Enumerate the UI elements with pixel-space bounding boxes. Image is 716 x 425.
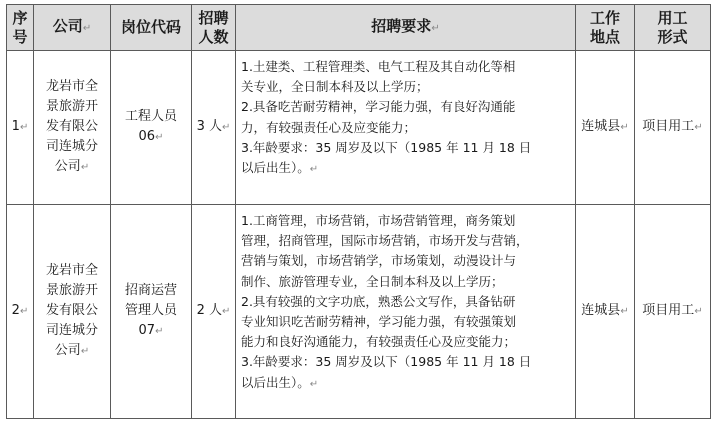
- requirement-line: 关专业，全日制本科及以上学历；: [241, 79, 429, 95]
- header-employment: [635, 5, 711, 51]
- position-line: [111, 127, 191, 148]
- row-location: 连城县: [581, 119, 621, 134]
- paragraph-mark-icon: ↵: [222, 306, 231, 317]
- requirement-line: [241, 158, 569, 180]
- row-location: 连城县: [581, 303, 621, 318]
- position-line: 工程人员: [124, 109, 177, 124]
- cell-index: [7, 205, 34, 419]
- header-location: [576, 5, 635, 51]
- requirement-line: 营销与策划，市场营销学，市场策划，动漫设计与: [241, 253, 517, 269]
- cell-location: [576, 205, 635, 419]
- cell-requirements: [236, 205, 576, 419]
- requirement-line: 制作、旅游管理专业，全日制本科及以上学历；: [241, 273, 504, 289]
- header-location-line: 地点: [589, 27, 620, 46]
- requirement-line: 3.年龄要求：35 周岁及以下（1985 年 11 月 18 日: [241, 139, 532, 155]
- requirement-line: 1.土建类、工程管理类、电气工程及其自动化等相: [241, 59, 516, 74]
- header-requirements: [236, 5, 576, 51]
- header-position: [111, 5, 192, 51]
- paragraph-mark-icon: ↵: [80, 162, 90, 173]
- paragraph-mark-icon: ↵: [620, 122, 629, 133]
- header-requirements-label: 招聘要求: [371, 17, 432, 35]
- cell-count: [192, 205, 236, 419]
- company-line: 景旅游开: [45, 283, 98, 298]
- header-index-line: 号: [12, 27, 28, 46]
- position-line: 管理人员: [124, 303, 177, 318]
- row-count: 2 人: [196, 303, 222, 318]
- company-line: 发有限公: [45, 119, 98, 134]
- requirement-line: 3.年龄要求：35 周岁及以下（1985 年 11 月 18 日: [241, 354, 532, 370]
- row-index: 2: [11, 303, 20, 318]
- paragraph-mark-icon: ↵: [82, 23, 92, 34]
- table-row: [7, 51, 711, 205]
- cell-employment: [635, 51, 711, 205]
- company-line: 司连城分: [45, 139, 98, 154]
- company-line-text: 公司: [54, 343, 81, 358]
- paragraph-mark-icon: ↵: [155, 132, 164, 143]
- header-employment-line: 形式: [657, 27, 688, 46]
- position-line: [111, 321, 191, 342]
- requirement-line: 专业知识吃苦耐劳精神，学习能力强，有较强策划: [241, 314, 517, 330]
- recruitment-table: [6, 4, 711, 419]
- requirement-line: 2.具有较强的文字功底，熟悉公文写作，具备钻研: [241, 293, 516, 309]
- cell-location: [576, 51, 635, 205]
- paragraph-mark-icon: ↵: [19, 306, 29, 317]
- cell-position: [111, 51, 192, 205]
- company-line: [38, 341, 106, 362]
- requirement-line: 管理，招商管理，国际市场营销，市场开发与营销，: [241, 233, 529, 249]
- company-line: 司连城分: [45, 323, 98, 338]
- requirement-line: 1.工商管理，市场营销，市场营销管理，商务策划: [241, 213, 516, 228]
- header-index-line: 序: [12, 8, 28, 27]
- requirement-line: 能力和良好沟通能力，有较强责任心及应变能力；: [241, 334, 517, 350]
- header-count: [192, 5, 236, 51]
- header-employment-line: 用工: [657, 8, 688, 27]
- company-line: 发有限公: [45, 303, 98, 318]
- company-line: 龙岩市全: [45, 79, 98, 94]
- position-line: 招商运营: [124, 283, 177, 298]
- row-count: 3 人: [196, 119, 222, 134]
- header-position-label: 岗位代码: [120, 18, 181, 36]
- company-line: 龙岩市全: [45, 263, 98, 278]
- cell-requirements: [236, 51, 576, 205]
- paragraph-mark-icon: ↵: [620, 306, 629, 317]
- header-count-line: 人数: [198, 27, 229, 46]
- requirement-line: [241, 373, 569, 395]
- cell-company: [34, 205, 111, 419]
- paragraph-mark-icon: ↵: [80, 346, 90, 357]
- paragraph-mark-icon: ↵: [309, 164, 319, 176]
- header-company: [34, 5, 111, 51]
- row-employment: 项目用工: [642, 303, 695, 318]
- requirement-line-text: 以后出生）。: [241, 374, 310, 390]
- cell-position: [111, 205, 192, 419]
- cell-employment: [635, 205, 711, 419]
- company-line: 景旅游开: [45, 99, 98, 114]
- paragraph-mark-icon: ↵: [155, 326, 164, 337]
- paragraph-mark-icon: ↵: [222, 122, 231, 133]
- header-company-label: 公司: [52, 17, 83, 35]
- company-line: [38, 157, 106, 178]
- company-line-text: 公司: [54, 159, 81, 174]
- requirement-line: 力，有较强责任心及应变能力；: [241, 119, 417, 135]
- paragraph-mark-icon: ↵: [694, 122, 703, 133]
- cell-count: [192, 51, 236, 205]
- row-index: 1: [11, 119, 20, 134]
- table-header-row: [7, 5, 711, 51]
- header-index: [7, 5, 34, 51]
- row-employment: 项目用工: [642, 119, 695, 134]
- header-count-line: 招聘: [198, 8, 229, 27]
- requirement-line-text: 以后出生）。: [241, 160, 310, 176]
- position-code: 07: [138, 323, 156, 338]
- paragraph-mark-icon: ↵: [19, 122, 29, 133]
- cell-index: [7, 51, 34, 205]
- cell-company: [34, 51, 111, 205]
- table-row: [7, 205, 711, 419]
- header-location-line: 工作: [589, 8, 620, 27]
- paragraph-mark-icon: ↵: [309, 378, 319, 390]
- paragraph-mark-icon: ↵: [431, 23, 440, 34]
- paragraph-mark-icon: ↵: [694, 306, 703, 317]
- position-code: 06: [138, 129, 156, 144]
- requirement-line: 2.具备吃苦耐劳精神，学习能力强，有良好沟通能: [241, 99, 516, 115]
